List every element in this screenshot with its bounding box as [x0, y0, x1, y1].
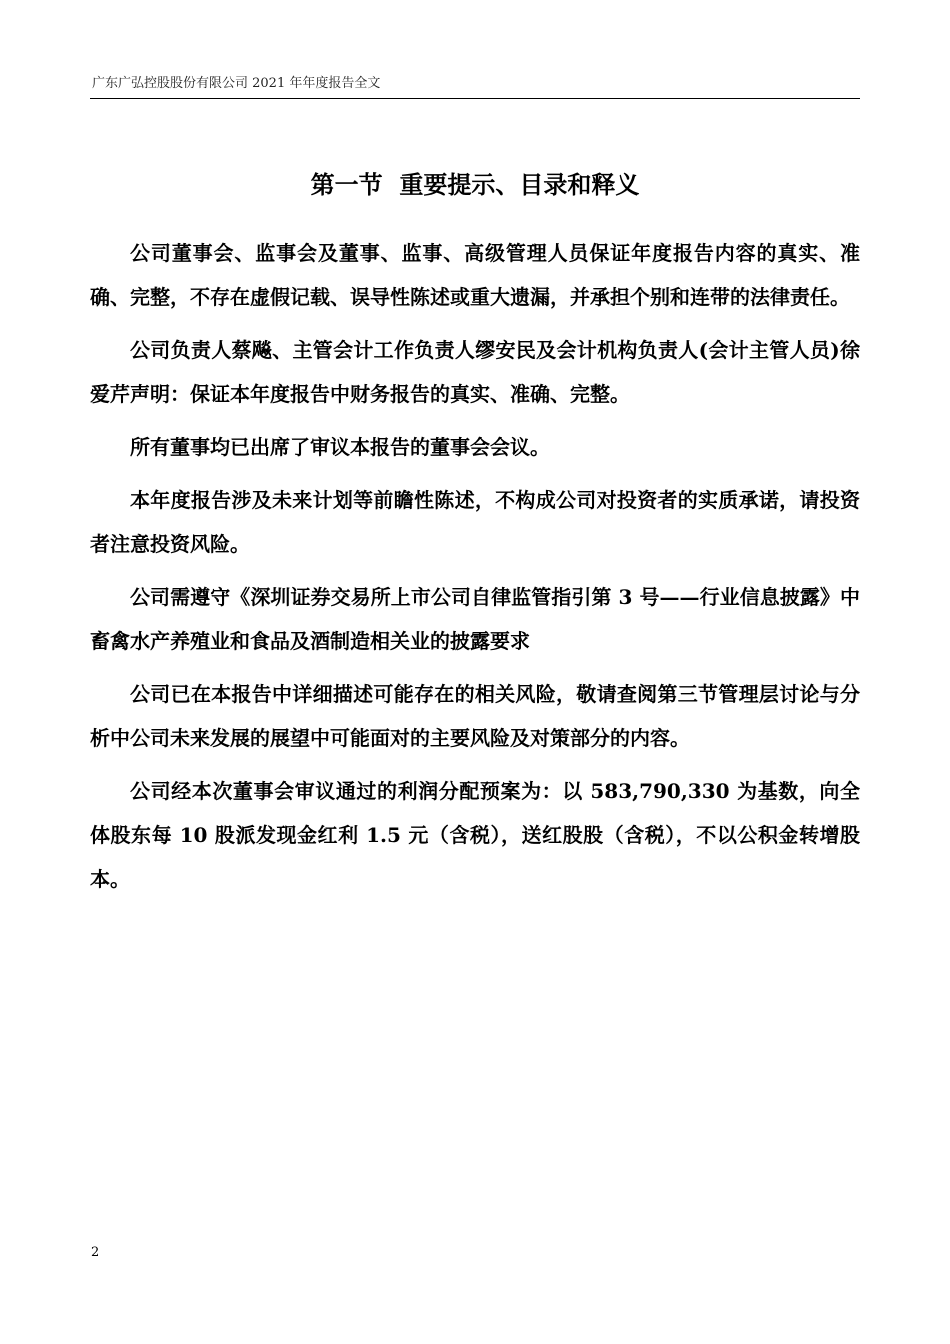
paragraph-disclosure-requirements: 公司需遵守《深圳证券交易所上市公司自律监管指引第 3 号——行业信息披露》中畜禽水产养殖业和食品及酒制造相关业的披露要求: [90, 585, 860, 653]
running-header: 广东广弘控股股份有限公司 2021 年年度报告全文: [92, 76, 381, 91]
paragraph-board-attendance: 所有董事均已出席了审议本报告的董事会会议。: [130, 435, 550, 459]
section-title: 第一节 重要提示、目录和释义: [310, 170, 640, 200]
paragraph-forward-looking: 本年度报告涉及未来计划等前瞻性陈述，不构成公司对投资者的实质承诺，请投资者注意投资风险。: [90, 488, 860, 556]
page-number: 2: [91, 1245, 100, 1260]
body-text: [90, 231, 860, 910]
paragraph-profit-distribution: 公司经本次董事会审议通过的利润分配预案为：以 583,790,330 为基数，向全体股东每 10 股派发现金红利 1.5 元（含税），送红股股（含税），不以公积金转增股本。: [90, 779, 860, 891]
paragraph-financial-declaration: 公司负责人蔡飚、主管会计工作负责人缪安民及会计机构负责人(会计主管人员)徐爱芹声明：保证本年度报告中财务报告的真实、准确、完整。: [90, 338, 860, 406]
paragraph-risk-notice: 公司已在本报告中详细描述可能存在的相关风险，敬请查阅第三节管理层讨论与分析中公司未来发展的展望中可能面对的主要风险及对策部分的内容。: [90, 682, 860, 750]
header-rule: [90, 98, 860, 99]
paragraph-responsibility-statement: 公司董事会、监事会及董事、监事、高级管理人员保证年度报告内容的真实、准确、完整，不存在虚假记载、误导性陈述或重大遗漏，并承担个别和连带的法律责任。: [90, 241, 860, 309]
